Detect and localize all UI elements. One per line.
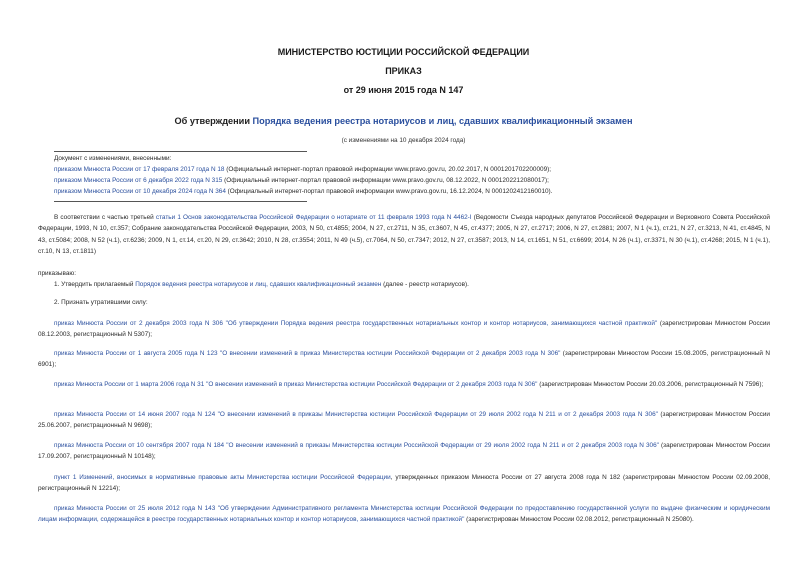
repealed-link[interactable]: приказ Минюста России от 1 августа 2005 года N 123 "О внесении изменений в приказ Министерства юстиции Российской Федерации от 2 декабря 2003 года N 306" xyxy=(54,350,561,357)
change-link[interactable]: приказом Минюста России от 6 декабря 2022 года N 315 xyxy=(54,177,223,184)
repealed-link[interactable]: приказ Минюста России от 14 июня 2007 года N 124 "О внесении изменений в приказы Министерства юстиции Российской Федерации от 29 июля 2002 года N 211 и от 2 декабря 2003 года N 306" xyxy=(54,411,658,418)
change-source: (Официальный интернет-портал правовой информации www.pravo.gov.ru, 16.12.2024, N 0001202412160010). xyxy=(225,188,553,195)
repealed-registration: (зарегистрирован Минюстом России 15.08.2005, регистрационный N 6901); xyxy=(38,350,771,369)
repealed-link[interactable]: приказ Минюста России от 2 декабря 2003 года N 306 "Об утверждении Порядка ведения реестра государственных нотариальных контор и контор нотариусов, занимающихся частной практикой" xyxy=(54,320,658,327)
title-link[interactable]: Порядка ведения реестра нотариусов и лиц, сдавших квалификационный экзамен xyxy=(252,116,633,126)
repealed-registration: (зарегистрирован Минюстом России 17.09.2007, регистрационный N 10148); xyxy=(38,442,770,461)
change-link[interactable]: приказом Минюста России от 17 февраля 2017 года N 18 xyxy=(54,166,225,173)
order-item-2: 2. Признать утратившими силу: xyxy=(54,299,148,306)
repealed-registration: (зарегистрирован Минюстом России 25.06.2007, регистрационный N 9698); xyxy=(38,411,770,430)
preamble-paragraph xyxy=(38,212,770,257)
orders-line: приказываю: xyxy=(38,270,76,277)
repealed-link[interactable]: приказ Минюста России от 10 сентября 2007 года N 184 "О внесении изменений в приказы Министерства юстиции Российской Федерации от 29 июля 2002 года N 211 и от 2 декабря 2003 года N 306" xyxy=(54,442,659,449)
repealed-link[interactable]: пункт 1 Изменений, вносимых в нормативные правовые акты Министерства юстиции Российской Федерации xyxy=(54,474,391,481)
item1-suffix: (далее - реестр нотариусов). xyxy=(381,281,469,288)
document-date-number: от 29 июня 2015 года N 147 xyxy=(343,85,464,95)
preamble-text: В соответствии с частью третьей xyxy=(54,214,156,221)
repealed-item xyxy=(38,440,770,463)
repealed-registration: (зарегистрирован Минюстом России 08.12.2003, регистрационный N 5307); xyxy=(38,320,770,339)
title-prefix: Об утверждении xyxy=(174,116,253,126)
repealed-link[interactable]: приказ Минюста России от 25 июля 2012 года N 143 "Об утверждении Административного регламента Министерства юстиции Российской Федерации по предоставлению государственной услуги по выдаче физическим и юридическим лицам информации, содержащейся в реестре государственных нотариальных контор и контор нотариусов, занимающихся частной практикой" xyxy=(38,505,770,524)
repealed-registration: , утвержденных приказом Минюста России от 27 августа 2008 года N 182 (зарегистрирован Минюстом России 02.09.2008, регистрационный N 12214); xyxy=(38,474,770,493)
repealed-registration: (зарегистрирован Минюстом России 02.08.2012, регистрационный N 25080). xyxy=(464,516,694,524)
revision-note: (с изменениями на 10 декабря 2024 года) xyxy=(341,137,466,144)
item1-text: 1. Утвердить прилагаемый xyxy=(54,281,136,288)
repealed-item xyxy=(38,472,770,495)
repealed-item xyxy=(38,348,770,371)
order-item-1 xyxy=(54,279,770,290)
bottom-divider xyxy=(54,201,307,202)
change-item xyxy=(54,164,754,175)
change-item xyxy=(54,186,754,197)
procedure-link[interactable]: Порядок ведения реестра нотариусов и лиц, сдавших квалификационный экзамен xyxy=(135,281,382,288)
repealed-item xyxy=(38,503,770,526)
repealed-link[interactable]: приказ Минюста России от 1 марта 2006 года N 31 "О внесении изменений в приказ Министерства юстиции Российской Федерации от 2 декабря 2003 года N 306" xyxy=(54,381,538,388)
repealed-item xyxy=(38,379,770,390)
repealed-item xyxy=(38,409,770,432)
ministry-heading: МИНИСТЕРСТВО ЮСТИЦИИ РОССИЙСКОЙ ФЕДЕРАЦИИ xyxy=(277,47,530,57)
document-type: ПРИКАЗ xyxy=(385,66,422,76)
document-title xyxy=(0,116,807,126)
preamble-citations: (Ведомости Съезда народных депутатов Российской Федерации и Верховного Совета Российской Федерации, 1993, N 10, ст.357; Собрание законодательства Российской Федерации, 2003, N 50, ст.4855; 2004, N 27, ст.2711, N 35, ст.3607, N 45, ст.4377; 2005, N 27, ст.2717; 2006, N 27, ст.2881; 2007, N 1 (ч.1), ст.21, N 27, ст.3213, N 41, ст.4845, N 43, ст.5084; 2008, N 52 (ч.1), ст.6236; 2009, N 1, ст.14, ст.20, N 29, ст.3642; 2010, N 28, ст.3554; 2011, N 49 (ч.5), ст.7064, N 50, ст.7347; 2012, N 27, ст.3587; 2013, N 14, ст.1651, N 51, ст.6699; 2014, N 26 (ч.1), ст.3371, N 30 (ч.1), ст.4268; 2015, N 1 (ч.1), ст.10, N 13, ст.1811) xyxy=(38,214,770,255)
change-link[interactable]: приказом Минюста России от 10 декабря 2024 года N 364 xyxy=(54,188,226,195)
repealed-item xyxy=(38,318,770,341)
repealed-registration: (зарегистрирован Минюстом России 20.03.2006, регистрационный N 7596); xyxy=(537,381,764,388)
preamble-law-link[interactable]: статьи 1 Основ законодательства Российской Федерации о нотариате от 11 февраля 1993 года N 4462-I xyxy=(155,214,472,221)
change-source: (Официальный интернет-портал правовой информации www.pravo.gov.ru, 20.02.2017, N 0001201702200009); xyxy=(224,166,552,173)
change-source: (Официальный интернет-портал правовой информации www.pravo.gov.ru, 08.12.2022, N 0001202212080017); xyxy=(222,177,549,184)
changes-heading: Документ с изменениями, внесенными: xyxy=(54,155,172,162)
change-item xyxy=(54,175,754,186)
top-divider xyxy=(54,151,307,152)
